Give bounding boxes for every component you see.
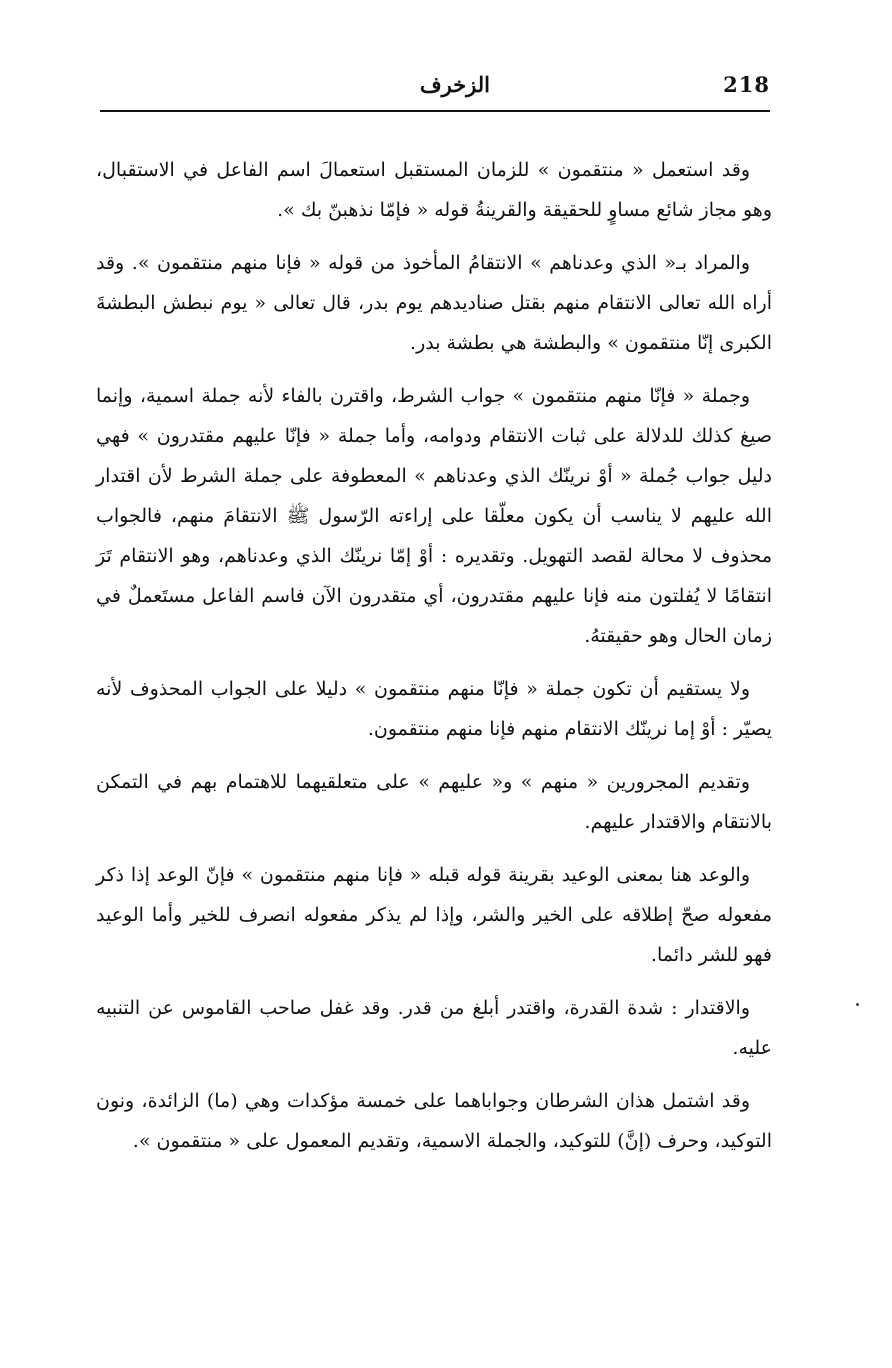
paragraph-2: والمراد بـ« الذي وعدناهم » الانتقامُ المأخوذ من قوله « فإنا منهم منتقمون ». وقد أراه الله تعالى الانتقام منهم بقتل صناديدهم يوم بدر، قال تعالى « يوم نبطش البطشةَ الكبرى إنّا منتقمون » والبطشة هي بطشة بدر. bbox=[96, 252, 772, 354]
page-number: 218 bbox=[723, 72, 770, 97]
header-rule bbox=[100, 110, 770, 112]
running-title: الزخرف bbox=[419, 72, 490, 97]
page-header bbox=[100, 60, 770, 116]
margin-mark bbox=[856, 1003, 859, 1006]
paragraph-5: وتقديم المجرورين « منهم » و« عليهم » على متعلقيهما للاهتمام بهم في التمكن بالانتقام والاقتدار عليهم. bbox=[96, 771, 772, 833]
body-text bbox=[96, 150, 772, 1171]
paragraph-4: ولا يستقيم أن تكون جملة « فإنّا منهم منتقمون » دليلا على الجواب المحذوف لأنه يصيّر : أوْ إما نرينّك الانتقام منهم فإنا منهم منتقمون. bbox=[96, 678, 772, 740]
paragraph-6: والوعد هنا بمعنى الوعيد بقرينة قوله قبله « فإنا منهم منتقمون » فإنّ الوعد إذا ذكر مفعوله صحّ إطلاقه على الخير والشر، وإذا لم يذكر مفعوله انصرف للخير وأما الوعيد فهو للشر دائما. bbox=[96, 864, 772, 966]
paragraph-3: وجملة « فإنّا منهم منتقمون » جواب الشرط، واقترن بالفاء لأنه جملة اسمية، وإنما صيغ كذلك للدلالة على ثبات الانتقام ودوامه، وأما جملة « فإنّا عليهم مقتدرون » فهي دليل جواب جُملة « أوْ نرينّك الذي وعدناهم » المعطوفة على جملة الشرط لأن اقتدار الله عليهم لا يناسب أن يكون معلّقا على إراءته الرّسول ﷺ الانتقامَ منهم، فالجواب محذوف لا محالة لقصد التهويل. وتقديره : أوْ إمّا نرينّك الذي وعدناهم، وهو الانتقام تَرَ انتقامًا لا يُفلتون منه فإنا عليهم مقتدرون، أي متقدرون الآن فاسم الفاعل مستَعملٌ في زمان الحال وهو حقيقتهُ. bbox=[96, 385, 772, 647]
paragraph-7: والاقتدار : شدة القدرة، واقتدر أبلغ من قدر. وقد غفل صاحب القاموس عن التنبيه عليه. bbox=[96, 997, 772, 1059]
paragraph-1: وقد استعمل « منتقمون » للزمان المستقبل استعمالَ اسم الفاعل في الاستقبال، وهو مجاز شائع مساوٍ للحقيقة والقرينةُ قوله « فإمّا نذهبنّ بك ». bbox=[96, 159, 772, 221]
paragraph-8: وقد اشتمل هذان الشرطان وجواباهما على خمسة مؤكدات وهي (ما) الزائدة، ونون التوكيد، وحرف (إنَّ) للتوكيد، والجملة الاسمية، وتقديم المعمول على « منتقمون ». bbox=[96, 1090, 772, 1152]
